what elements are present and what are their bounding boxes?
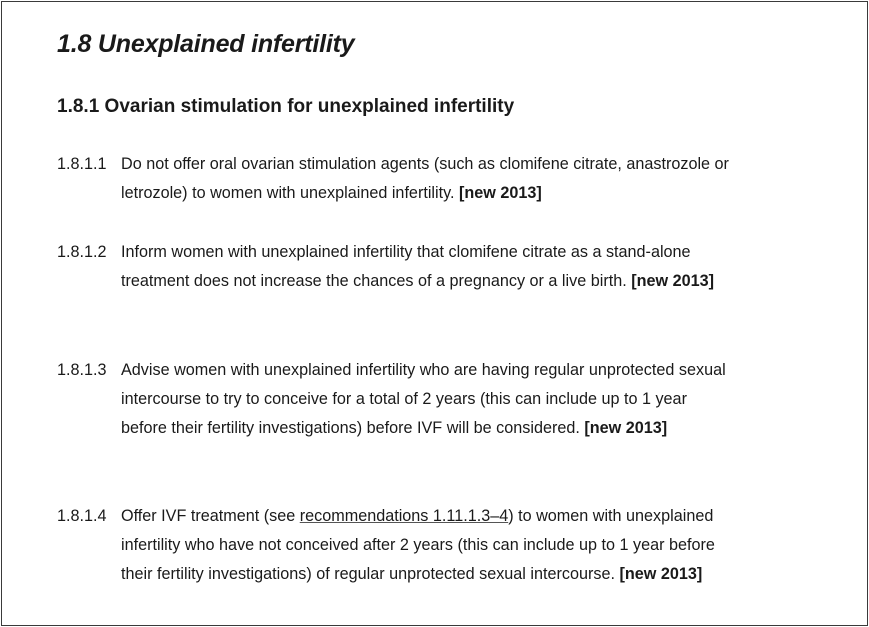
recommendation-number: 1.8.1.1 xyxy=(57,155,107,173)
recommendation-1-8-1-3 xyxy=(57,356,777,443)
recommendation-text: Do not offer oral ovarian stimulation agents (such as clomifene citrate, anastrozole or letrozole) to women with unexplained infertility. xyxy=(121,155,729,202)
section-title: 1.8 Unexplained infertility xyxy=(57,30,355,58)
recommendation-1-8-1-4 xyxy=(57,502,777,589)
recommendation-1-8-1-1 xyxy=(57,150,777,208)
document-content xyxy=(57,24,837,583)
document-frame xyxy=(1,1,868,626)
recommendation-body xyxy=(121,150,777,208)
recommendation-number: 1.8.1.2 xyxy=(57,243,107,261)
new-2013-tag: [new 2013] xyxy=(619,565,703,583)
recommendation-text-end: ) to women with unexplained infertility who have not conceived after 2 years (this can include up to 1 year before their fertility investigations) of regular unprotected sexual intercourse. xyxy=(121,507,715,583)
recommendation-body xyxy=(121,502,721,589)
subsection-title: 1.8.1 Ovarian stimulation for unexplained infertility xyxy=(57,96,515,117)
new-2013-tag: [new 2013] xyxy=(584,419,668,437)
recommendation-1-8-1-2 xyxy=(57,238,777,296)
recommendation-text-start: Offer IVF treatment (see xyxy=(121,507,300,525)
new-2013-tag: [new 2013] xyxy=(459,184,542,202)
recommendation-body xyxy=(121,238,721,296)
new-2013-tag: [new 2013] xyxy=(631,272,714,290)
recommendation-number: 1.8.1.3 xyxy=(57,361,107,379)
recommendations-link[interactable]: recommendations 1.11.1.3–4 xyxy=(299,507,509,525)
recommendation-body xyxy=(121,356,726,443)
recommendation-text: Inform women with unexplained infertility that clomifene citrate as a stand-alone treatment does not increase the chances of a pregnancy or a live birth. xyxy=(121,243,691,290)
recommendation-number: 1.8.1.4 xyxy=(57,507,107,525)
recommendation-text: Advise women with unexplained infertility who are having regular unprotected sexual intercourse to try to conceive for a total of 2 years (this can include up to 1 year before their fertility investigations) before IVF will be considered. xyxy=(121,361,726,437)
